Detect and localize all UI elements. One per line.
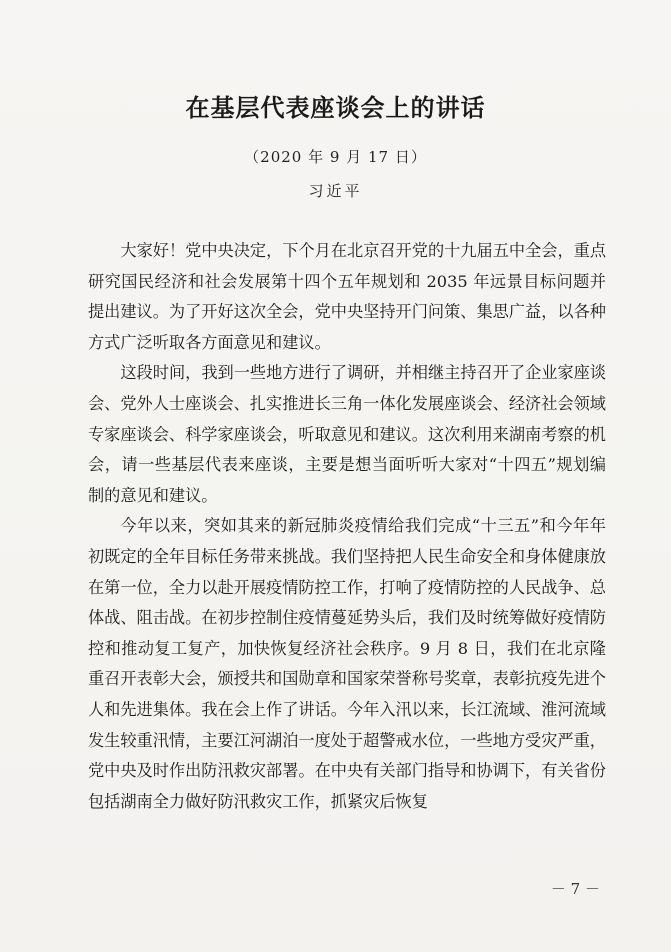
paragraph-1: 大家好！党中央决定，下个月在北京召开党的十九届五中全会，重点研究国民经济和社会发展第十四个五年规划和 2035 年远景目标问题并提出建议。为了开好这次全会，党中央坚持开门问策、集思广益，以各种方式广泛听取各方面意见和建议。 — [88, 241, 607, 352]
paragraph-3: 今年以来，突如其来的新冠肺炎疫情给我们完成“十三五”和今年年初既定的全年目标任务带来挑战。我们坚持把人民生命安全和身体健康放在第一位，全力以赴开展疫情防控工作，打响了疫情防控的人民战争、总体战、阻击战。在初步控制住疫情蔓延势头后，我们及时统筹做好疫情防控和推动复工复产，加快恢复经济社会秩序。9 月 8 日，我们在北京隆重召开表彰大会，颁授共和国勋章和国家荣誉称号奖章，表彰抗疫先进个人和先进集体。我在会上作了讲话。今年入汛以来，长江流域、淮河流域发生较重汛情，主要江河湖泊一度处于超警戒水位，一些地方受灾严重，党中央及时作出防汛救灾部署。在中央有关部门指导和协调下，有关省份包括湖南全力做好防汛救灾工作，抓紧灾后恢复 — [88, 516, 606, 811]
speech-title: 在基层代表座谈会上的讲话 — [185, 93, 486, 122]
speech-author: 习近平 — [308, 182, 363, 200]
speech-body — [88, 236, 606, 817]
paragraph-2: 这段时间，我到一些地方进行了调研，并相继主持召开了企业家座谈会、党外人士座谈会、扎实推进长三角一体化发展座谈会、经济社会领域专家座谈会、科学家座谈会，听取意见和建议。这次利用来湖南考察的机会，请一些基层代表来座谈，主要是想当面听听大家对“十四五”规划编制的意见和建议。 — [88, 363, 607, 505]
speech-date: （2020 年 9 月 17 日） — [244, 148, 427, 166]
page-number: － 7 － — [550, 880, 600, 898]
